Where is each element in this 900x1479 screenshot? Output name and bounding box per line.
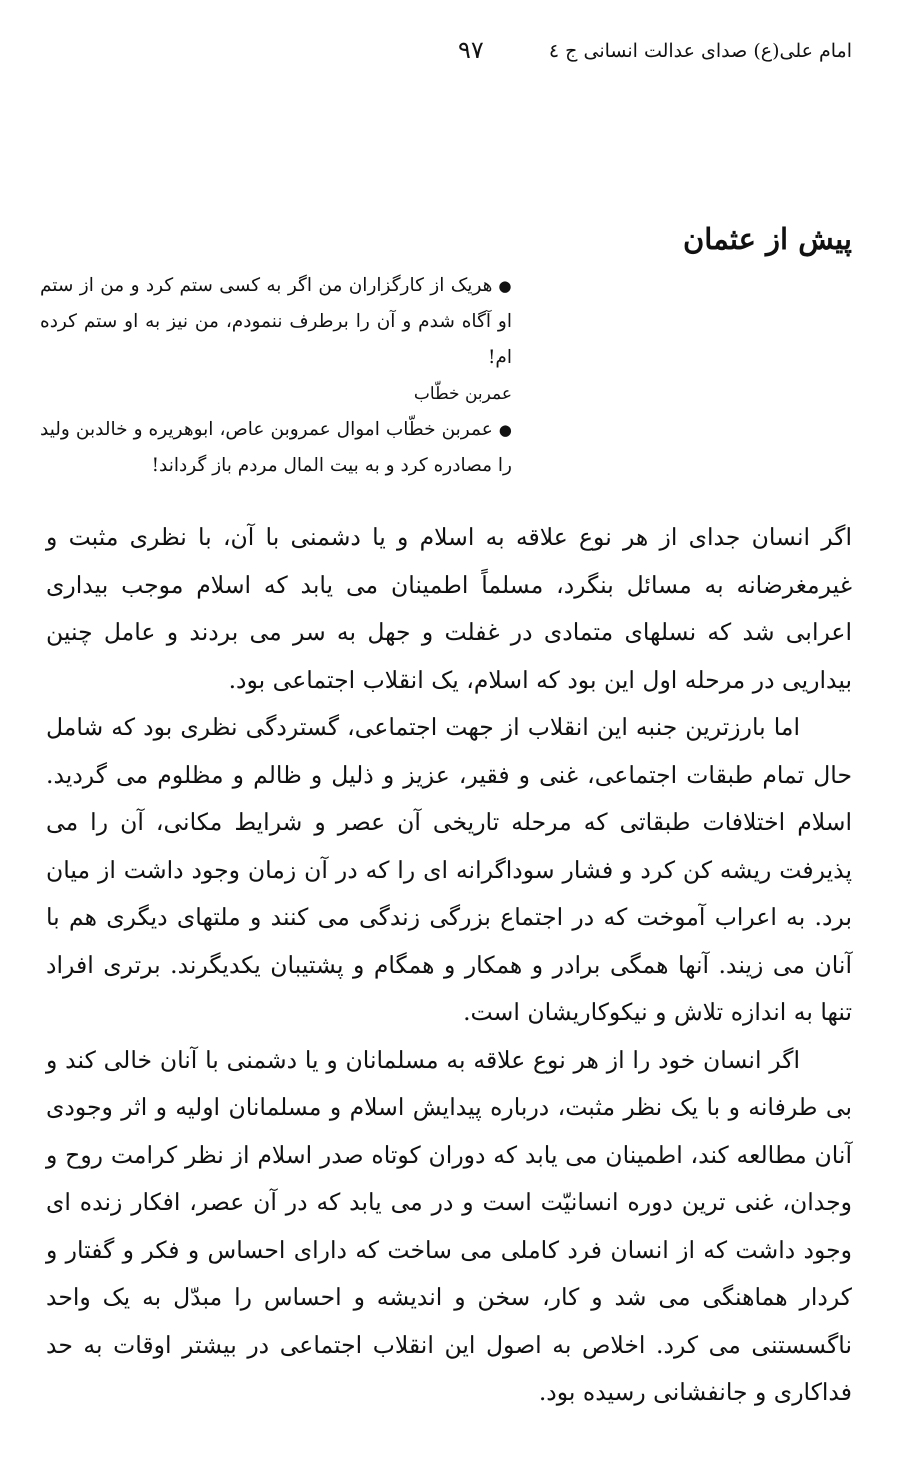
bullet-icon: ● [498, 277, 513, 295]
section-title: پیش از عثمان [682, 222, 852, 256]
bullet-icon: ● [498, 421, 512, 439]
running-header [48, 36, 852, 70]
paragraph: اگر انسان خود را از هر نوع علاقه به مسلمانان و یا دشمنی با آنان خالی کند و بی طرفانه و با یک نظر مثبت، درباره پیدایش اسلام و مسلمانان اولیه و اثر وجودی آنان مطالعه کند، اطمینان می یابد که دوران کوتاه صدر اسلام از نظر کرامت روح و وجدان، غنی ترین دوره انسانیّت است و در می یابد که در آن عصر، افکار زنده ای وجود داشت که از انسان فرد کاملی می ساخت که دارای احساس و فکر و گفتار و کردار هماهنگی می شد و کار، سخن و اندیشه و احساس را مبدّل به یک واحد ناگسستنی می کرد. اخلاص به اصول این انقلاب اجتماعی در بیشتر اوقات به حد فداکاری و جانفشانی رسیده بود. [46, 1045, 852, 1406]
page-number: ٩٧ [458, 36, 484, 64]
quote-item [40, 412, 512, 484]
quote-attribution: عمربن خطّاب [413, 384, 512, 404]
quote-text: هریک از کارگزاران من اگر به کسی ستم کرد و من از ستم او آگاه شدم و آن را برطرف ننمودم، من نیز به او ستم کرده ام! [40, 275, 512, 368]
paragraph: اما بارزترین جنبه این انقلاب از جهت اجتماعی، گستردگی نظری بود که شامل حال تمام طبقات اجتماعی، غنی و فقیر، عزیز و ذلیل و ظالم و مظلوم می گردید. اسلام اختلافات طبقاتی که مرحله تاریخی آن عصر و شرایط مکانی، آن را می پذیرفت ریشه کن کرد و فشار سوداگرانه ای را که در آن زمان وجود داشت از میان برد. به اعراب آموخت که در اجتماع بزرگی زندگی می کنند و ملتهای دیگری هم با آنان می زیند. آنها همگی برادر و همکار و همگام و پشتیبان یکدیگرند. برتری افراد تنها به اندازه تلاش و نیکوکاریشان است. [46, 713, 852, 1026]
book-title: امام علی(ع) صدای عدالت انسانی ج ٤ [548, 40, 852, 62]
epigraph-quotes [40, 268, 512, 484]
quote-text: عمربن خطّاب اموال عمروبن عاص، ابوهریره و خالدبن ولید را مصادره کرد و به بیت المال مردم باز گرداند! [40, 419, 512, 476]
body-text [46, 514, 852, 1417]
paragraph: اگر انسان جدای از هر نوع علاقه به اسلام و یا دشمنی با آن، با نظری مثبت و غیرمغرضانه به مسائل بنگرد، مسلماً اطمینان می یابد که اسلام موجب بیداری اعرابی شد که نسلهای متمادی در غفلت و جهل به سر می بردند و عامل چنین بیداریی در مرحله اول این بود که اسلام، یک انقلاب اجتماعی بود. [46, 523, 852, 694]
quote-item [40, 268, 512, 376]
